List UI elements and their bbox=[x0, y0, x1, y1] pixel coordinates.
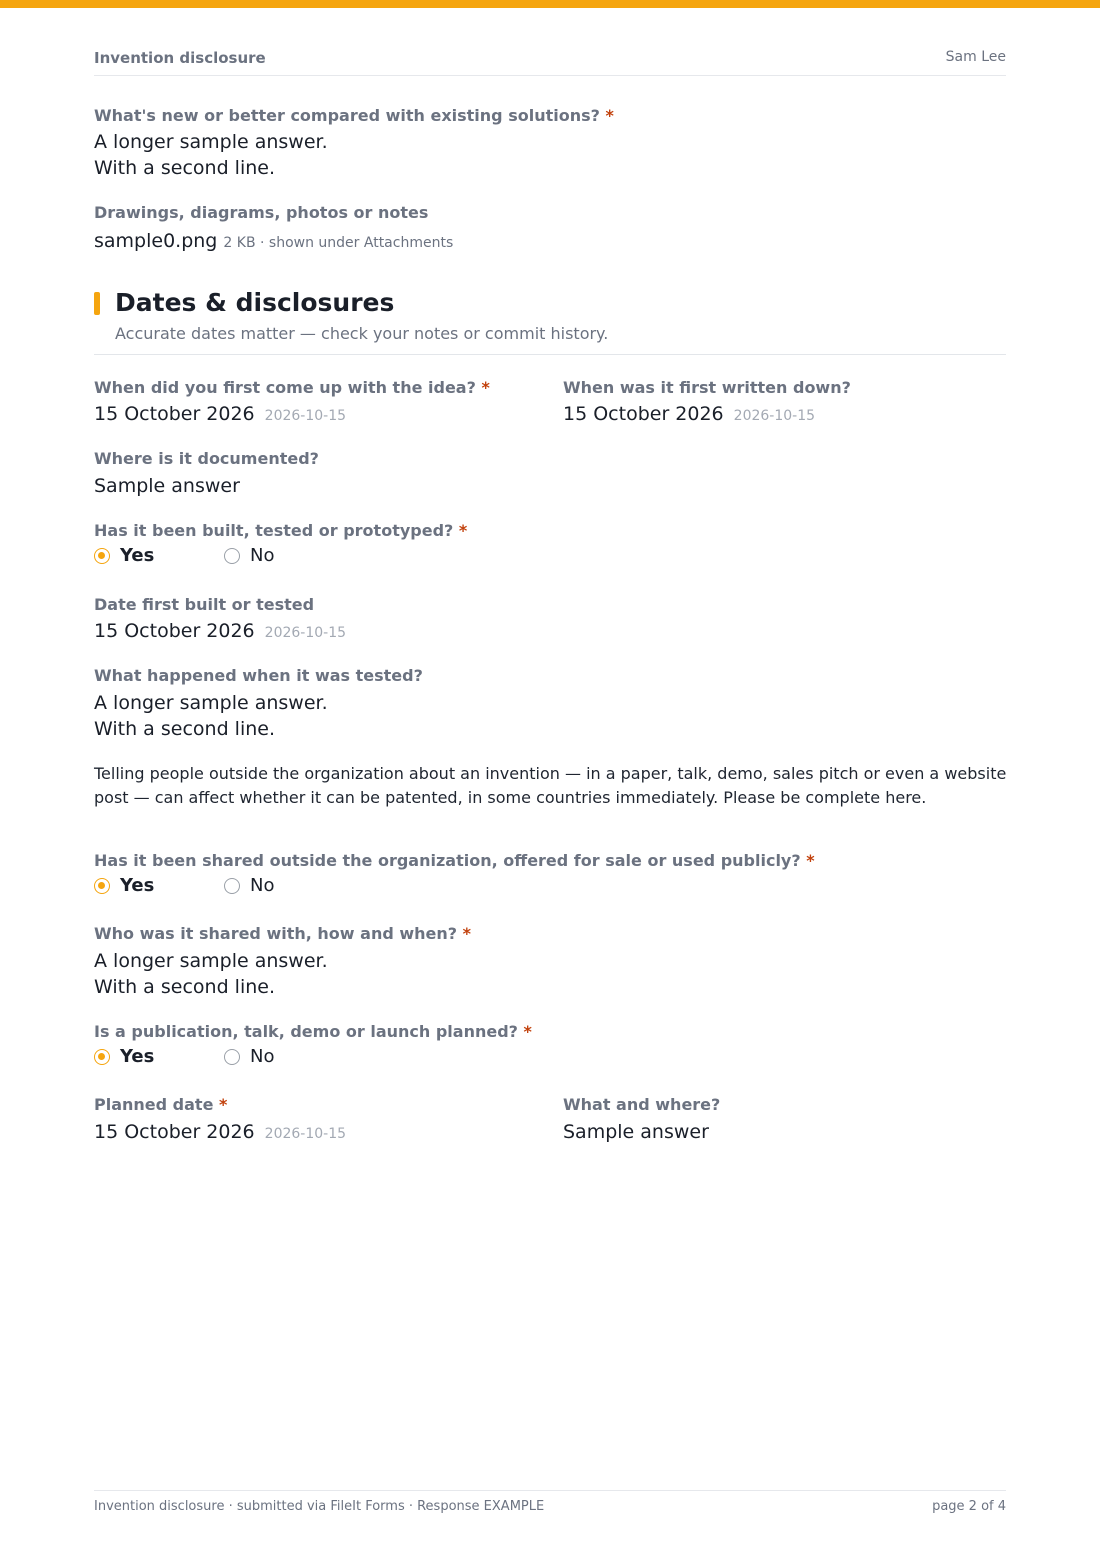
option-label: Yes bbox=[120, 1046, 155, 1067]
field-answer-test-result bbox=[94, 690, 328, 742]
field-label-shared-who bbox=[94, 924, 471, 943]
radio-unselected-icon[interactable] bbox=[224, 1049, 240, 1065]
submitter-name: Sam Lee bbox=[945, 49, 1006, 65]
radio-selected-icon[interactable] bbox=[94, 548, 110, 564]
radio-option-yes[interactable] bbox=[94, 875, 154, 896]
field-label-planned-where: What and where? bbox=[563, 1095, 721, 1114]
attachment-entry bbox=[94, 228, 453, 256]
date-text: 15 October 2026 bbox=[94, 1121, 255, 1143]
section-title: Dates & disclosures bbox=[115, 288, 395, 317]
section-accent-bar bbox=[94, 292, 100, 315]
question-text: Has it been shared outside the organization, offered for sale or used publicly? bbox=[94, 851, 801, 870]
field-answer-shared-who bbox=[94, 948, 328, 1000]
field-label-planned bbox=[94, 1022, 532, 1041]
required-marker: * bbox=[605, 106, 614, 125]
page-number: page 2 of 4 bbox=[932, 1499, 1006, 1514]
field-answer-planned-date bbox=[94, 1119, 346, 1147]
footer-source: Invention disclosure · submitted via FileIt Forms · Response EXAMPLE bbox=[94, 1499, 545, 1514]
date-text: 15 October 2026 bbox=[94, 403, 255, 425]
answer-line: With a second line. bbox=[94, 718, 275, 740]
radio-unselected-icon[interactable] bbox=[224, 878, 240, 894]
radio-option-yes[interactable] bbox=[94, 1046, 154, 1067]
field-label-planned-date bbox=[94, 1095, 227, 1114]
radio-option-yes[interactable] bbox=[94, 545, 154, 566]
question-text: When did you first come up with the idea? bbox=[94, 378, 476, 397]
document-title: Invention disclosure bbox=[94, 49, 266, 67]
field-answer-documented: Sample answer bbox=[94, 475, 240, 497]
iso-date: 2026-10-15 bbox=[264, 1126, 347, 1142]
page-footer bbox=[94, 1490, 1006, 1514]
required-marker: * bbox=[806, 851, 815, 870]
answer-line: A longer sample answer. bbox=[94, 131, 328, 153]
question-text: Is a publication, talk, demo or launch planned? bbox=[94, 1022, 518, 1041]
option-label: Yes bbox=[120, 545, 155, 566]
answer-line: With a second line. bbox=[94, 157, 275, 179]
field-answer-idea-date bbox=[94, 401, 346, 429]
disclosure-notice: Telling people outside the organization about an invention — in a paper, talk, demo, sales pitch or even a website post — can affect whether it can be patented, in some countries immediately. Please be complete here. bbox=[94, 764, 1007, 807]
running-header bbox=[94, 48, 1006, 76]
radio-selected-icon[interactable] bbox=[94, 878, 110, 894]
option-label: Yes bbox=[120, 875, 155, 896]
field-answer-whats-new bbox=[94, 129, 328, 181]
required-marker: * bbox=[219, 1095, 228, 1114]
attachment-filename[interactable]: sample0.png bbox=[94, 230, 218, 252]
iso-date: 2026-10-15 bbox=[264, 408, 347, 424]
section-divider bbox=[94, 354, 1006, 355]
radio-option-no[interactable] bbox=[224, 545, 274, 566]
field-label-whats-new bbox=[94, 106, 614, 125]
field-label-written-date: When was it first written down? bbox=[563, 378, 851, 397]
required-marker: * bbox=[481, 378, 490, 397]
section-subtitle: Accurate dates matter — check your notes or commit history. bbox=[115, 324, 609, 343]
date-text: 15 October 2026 bbox=[94, 620, 255, 642]
field-answer-built-date bbox=[94, 618, 346, 646]
question-text: Who was it shared with, how and when? bbox=[94, 924, 458, 943]
required-marker: * bbox=[462, 924, 471, 943]
field-answer-planned-where: Sample answer bbox=[563, 1121, 709, 1143]
question-text: What's new or better compared with existing solutions? bbox=[94, 106, 600, 125]
iso-date: 2026-10-15 bbox=[264, 625, 347, 641]
answer-line: With a second line. bbox=[94, 976, 275, 998]
question-text: Has it been built, tested or prototyped? bbox=[94, 521, 454, 540]
field-label-documented: Where is it documented? bbox=[94, 449, 319, 468]
field-label-built-date: Date first built or tested bbox=[94, 595, 315, 614]
field-label-test-result: What happened when it was tested? bbox=[94, 666, 423, 685]
answer-line: A longer sample answer. bbox=[94, 950, 328, 972]
attachment-meta: 2 KB · shown under Attachments bbox=[223, 235, 454, 251]
field-label-idea-date bbox=[94, 378, 490, 397]
radio-unselected-icon[interactable] bbox=[224, 548, 240, 564]
option-label: No bbox=[250, 875, 275, 896]
date-text: 15 October 2026 bbox=[563, 403, 724, 425]
radio-option-no[interactable] bbox=[224, 1046, 274, 1067]
radio-selected-icon[interactable] bbox=[94, 1049, 110, 1065]
option-label: No bbox=[250, 1046, 275, 1067]
answer-line: A longer sample answer. bbox=[94, 692, 328, 714]
option-label: No bbox=[250, 545, 275, 566]
required-marker: * bbox=[458, 521, 468, 540]
field-label-shared bbox=[94, 851, 815, 870]
field-label-drawings: Drawings, diagrams, photos or notes bbox=[94, 203, 429, 222]
question-text: Planned date bbox=[94, 1095, 214, 1114]
radio-option-no[interactable] bbox=[224, 875, 274, 896]
top-accent-bar bbox=[0, 0, 1100, 8]
field-label-built bbox=[94, 521, 467, 540]
iso-date: 2026-10-15 bbox=[733, 408, 816, 424]
required-marker: * bbox=[523, 1022, 532, 1041]
field-answer-written-date bbox=[563, 401, 815, 429]
